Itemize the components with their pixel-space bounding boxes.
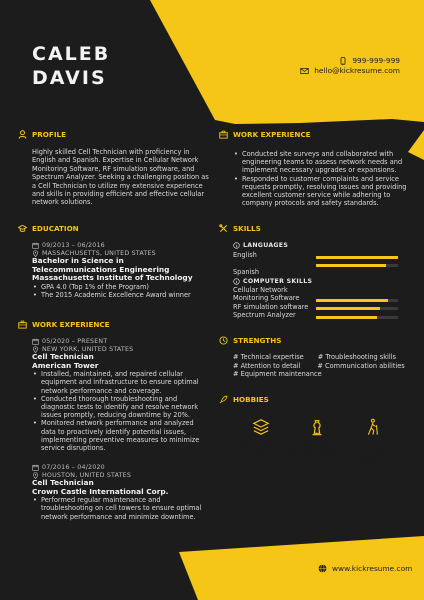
hobbies-section-title: HOBBIES <box>219 395 269 404</box>
email-contact[interactable] <box>300 66 400 75</box>
job-company: Crown Castle International Corp. <box>32 486 169 496</box>
education-entry <box>32 242 217 299</box>
job-bullets <box>32 370 217 452</box>
list-item: • Performed regular maintenance and troubleshooting on cell towers to ensure optimal network performance and minimize downtime. <box>32 496 217 521</box>
globe-icon <box>318 564 327 573</box>
job-role: Cell Technician <box>32 352 94 361</box>
job-date: 05/2020 – PRESENT <box>32 338 217 345</box>
job-company: American Tower <box>32 360 99 370</box>
profile-summary: Highly skilled Cell Technician with proficiency in English and Spanish. Expertise in Cellular Network Monitoring Software, RF simulation software, and Spectrum Analyzer. Seeking a challenging position as a Cell Technician to utilize my extensive experience and skills in providing efficient and effective cellular network solutions. <box>32 148 209 207</box>
list-item: • Responded to customer complaints and service requests promptly, resolving issues and providing excellent customer service while adhering to company protocols and safety standards. <box>233 175 413 208</box>
last-name: DAVIS <box>32 67 107 89</box>
strength-tag: # Attention to detail <box>233 361 301 370</box>
envelope-icon <box>300 67 309 75</box>
briefcase-icon <box>219 130 228 139</box>
rocket-icon <box>219 395 228 404</box>
job-role: Cell Technician <box>32 478 94 487</box>
skill-row-english: English <box>233 251 257 259</box>
list-item: • GPA 4.0 (Top 1% of the Program) <box>32 283 217 291</box>
info-circle-icon <box>233 278 240 285</box>
first-name: CALEB <box>32 43 111 65</box>
website-text: www.kickresume.com <box>332 564 413 573</box>
education-bullets <box>32 283 217 299</box>
hiking-icon <box>363 418 381 436</box>
job-entry-american-tower <box>32 338 217 452</box>
strengths-tags <box>233 353 413 379</box>
degree-title: Bachelor in Science in Telecommunications Engineering <box>32 256 170 274</box>
email-text: hello@kickresume.com <box>314 66 400 75</box>
school-name: Massachusetts Institute of Technology <box>32 273 193 283</box>
job-bullets <box>32 496 217 521</box>
list-item: • The 2015 Academic Excellence Award winner <box>32 291 217 299</box>
job-date: 07/2016 – 04/2020 <box>32 464 217 471</box>
graduation-cap-icon <box>18 224 27 233</box>
skill-bar-english <box>316 256 398 259</box>
list-item: • Conducted site surveys and collaborated with engineering teams to assess network needs and implement necessary upgrades or expansions. <box>233 150 413 175</box>
skill-bar-rf-simulation <box>316 307 398 310</box>
phone-icon <box>339 57 347 65</box>
hobby-origami: Mathematical Origami <box>232 418 290 457</box>
candidate-name <box>32 42 110 90</box>
education-location: MASSACHUSETTS, UNITED STATES <box>32 250 217 257</box>
skills-section-title: SKILLS <box>219 224 261 233</box>
skill-bar-cellular-network <box>316 299 398 302</box>
person-icon <box>18 130 27 139</box>
job-location: NEW YORK, UNITED STATES <box>32 346 217 353</box>
education-section-title: EDUCATION <box>18 224 79 233</box>
strengths-section-title: STRENGTHS <box>219 336 281 345</box>
strength-tag: # Troubleshooting skills <box>317 353 396 361</box>
languages-subheading: LANGUAGES <box>233 242 288 249</box>
profile-section-title: PROFILE <box>18 130 66 139</box>
clock-icon <box>219 336 228 345</box>
list-item: • Installed, maintained, and repaired cellular equipment and infrastructure to ensure optimal network performance and coverage. <box>32 370 217 395</box>
list-item: • Conducted thorough troubleshooting and diagnostic tests to identify and resolve network issues promptly, reducing downtime by 20%. <box>32 395 217 420</box>
skill-bar-spectrum-analyzer <box>316 316 398 319</box>
skill-row-spectrum-analyzer: Spectrum Analyzer <box>233 311 296 319</box>
job-entry-crown-castle <box>32 464 217 521</box>
strength-tag: # Technical expertise <box>233 353 304 361</box>
skill-row-spanish: Spanish <box>233 268 260 277</box>
briefcase-icon <box>18 320 27 329</box>
calendar-icon <box>32 338 39 345</box>
layers-icon <box>252 418 270 436</box>
work-experience-section-title: WORK EXPERIENCE <box>18 320 110 329</box>
phone-text: 999-999-999 <box>352 56 400 65</box>
strength-tag: # Communication abilities <box>317 361 405 370</box>
skill-bar-spanish <box>316 264 398 267</box>
skill-row-rf-simulation: RF simulation software <box>233 303 309 311</box>
calendar-icon <box>32 242 39 249</box>
hobby-board-games: Board and Strategy Games <box>286 418 348 457</box>
work-continued-bullets <box>233 150 413 207</box>
calendar-icon <box>32 464 39 471</box>
phone-contact[interactable] <box>339 56 400 65</box>
list-item: • Monitored network performance and analyzed data to proactively identify potential issues, implementing preventive measures to minimize service disruptions. <box>32 419 217 452</box>
computer-skills-subheading: COMPUTER SKILLS <box>233 278 312 285</box>
tools-icon <box>219 224 228 233</box>
hobby-hiking: Hiking or Outdoor Exploration <box>346 418 398 465</box>
chess-icon <box>308 418 326 436</box>
education-date: 09/2013 – 06/2016 <box>32 242 217 249</box>
info-circle-icon <box>233 242 240 249</box>
strength-tag: # Equipment maintenance <box>233 370 322 379</box>
job-location: HOUSTON, UNITED STATES <box>32 472 217 479</box>
work-experience-continued-title: WORK EXPERIENCE <box>219 130 311 139</box>
website-link[interactable] <box>318 564 412 573</box>
skill-row-cellular-network: Cellular Network Monitoring Software <box>233 286 300 303</box>
